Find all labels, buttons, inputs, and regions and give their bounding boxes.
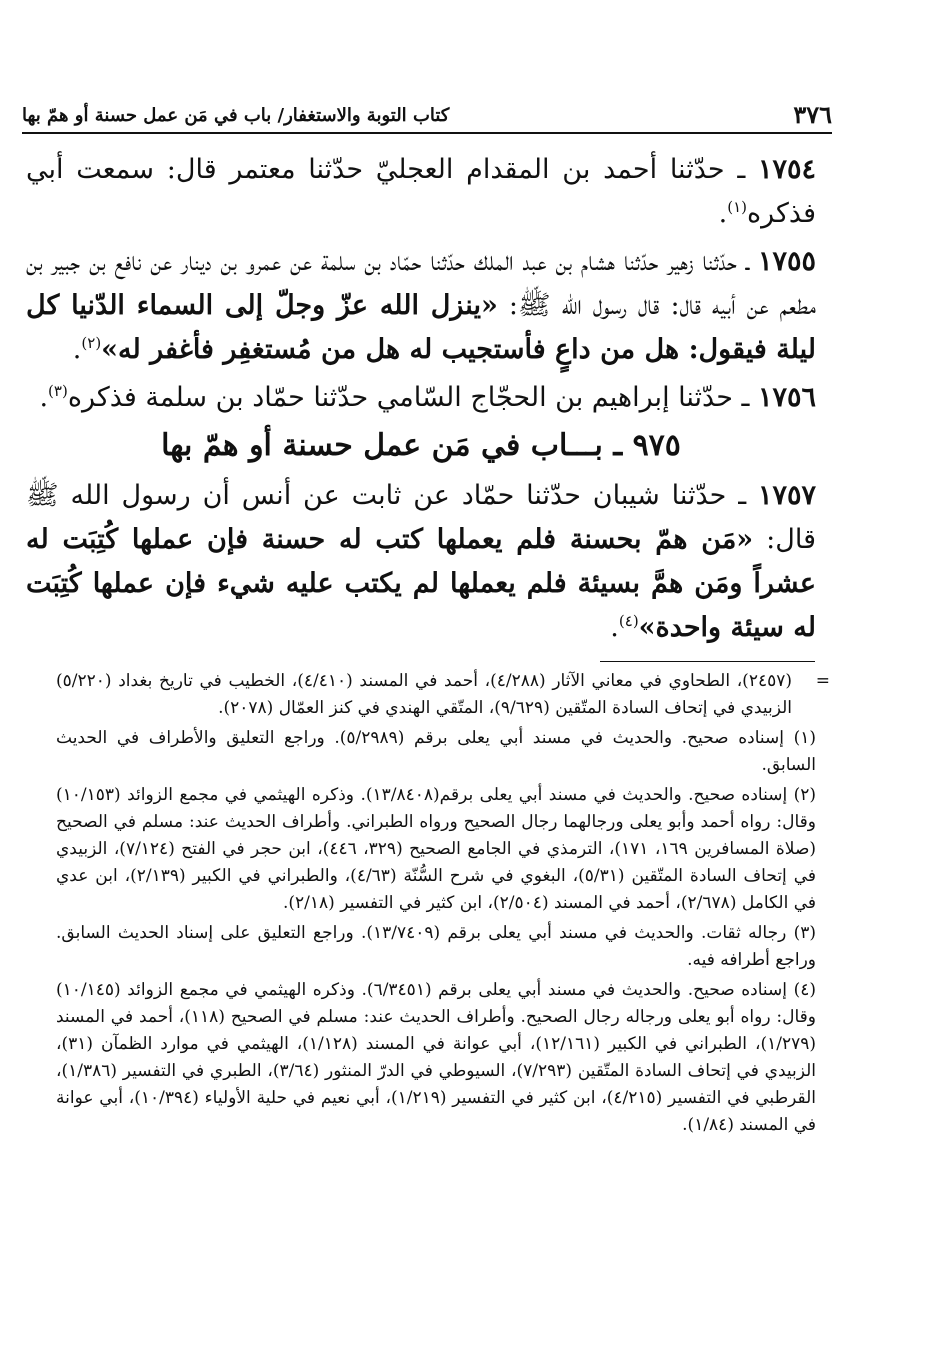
full-stop: . — [72, 334, 82, 365]
continuation-mark: = — [815, 671, 830, 691]
hadith-number: ١٧٥٦ — [757, 382, 816, 413]
footnote-4: (٤) إسناده صحيح. والحديث في مسند أبي يعلى برقم (٦/٣٤٥١). وذكره الهيثمي في مجمع الزوائد (١٠/١٤٥) وقال: رواه أبو يعلى ورجاله رجال الصحيح. وأطراف الحديث عند: مسلم في الصحيح (١١٨)، أحمد في المسند (١/٢٧٩)، الطبراني في الكبير (١٢/١٦١)، أبي عوانة في المسند (١/١٢٨)، الهيثمي في موارد الظمآن (٣١)، الزبيدي في إتحاف السادة المتّقين (٧/٢٩٣)، السيوطي في الدرّ المنثور (٣/٦٤)، الطبري في التفسير (١/٣٨٦)، القرطبي في التفسير (٤/٢١٥)، ابن كثير في التفسير (١/٢١٩)، أبي نعيم في حلية الأولياء (١٠/٣٩٤)، أبي عوانة في المسند (١/٨٤). — [56, 980, 817, 1135]
running-title: كتاب التوبة والاستغفار/ باب في مَن عمل حسنة أو همّ بها — [22, 105, 450, 126]
hadith-quote: «ينزل الله عزّ وجلّ إلى السماء الدّنيا كل ليلة فيقول: هل من داعٍ فأستجيب له هل من مُستغفِر فأغفر له» — [26, 290, 816, 365]
hadith-1755 — [26, 240, 816, 372]
full-stop: . — [39, 382, 49, 413]
footnotes — [56, 668, 830, 1142]
footnote-ref: (٤) — [618, 612, 639, 630]
hadith-1754 — [26, 148, 816, 236]
hadith-text: ـ حدّثنا إبراهيم بن الحجّاج السّامي حدّثنا حمّاد بن سلمة فذكره — [67, 382, 758, 413]
full-stop: . — [610, 612, 619, 643]
footnote-ref: (٣) — [48, 382, 68, 400]
footnote-2: (٢) إسناده صحيح. والحديث في مسند أبي يعلى برقم(١٣/٨٤٠٨). وذكره الهيثمي في مجمع الزوائد (١٠/١٥٣) وقال: رواه أحمد وأبو يعلى ورجالهما رجال الصحيح ورواه الطبراني. وأطراف الحديث عند: مسلم في الصحيح (صلاة المسافرين ١٦٩، ١٧١)، الترمذي في الجامع الصحيح (٣٢٩، ٤٤٦)، ابن حجر في الفتح (٧/١٢٤)، الزبيدي في إتحاف السادة المتّقين (٥/٣١)، البغوي في شرح السُّنّة (٤/٦٣)، والطبراني في الكبير (٢/١٣٩)، ابن عدي في الكامل (٢/٦٧٨)، أحمد في المسند (٢/٥٠٤)، ابن كثير في التفسير (٢/١٨). — [56, 785, 817, 913]
footnote-3: (٣) رجاله ثقات. والحديث في مسند أبي يعلى برقم (١٣/٧٤٠٩). وراجع التعليق على إسناد الحديث السابق. وراجع أطرافه فيه. — [56, 923, 816, 970]
footnote-ref: (١) — [727, 198, 748, 216]
footnote-continuation-text: (٢٤٥٧)، الطحاوي في معاني الآثار (٤/٢٨٨)، أحمد في المسند (٤/٤١٠)، الخطيب في تاريخ بغداد (٥/٢٢٠) الزبيدي في إتحاف السادة المتّقين (٩/٦٢٩)، المتّقي الهندي في كنز العمّال (٢٠٧٨). — [56, 671, 792, 718]
hadith-number: ١٧٥٥ — [757, 246, 816, 277]
footnote-continuation — [56, 668, 830, 722]
hadith-number: ١٧٥٤ — [757, 154, 816, 185]
footnote-1: (١) إسناده صحيح. والحديث في مسند أبي يعلى برقم (٥/٢٩٨٩). وراجع التعليق والأطراف في الحديث السابق. — [56, 728, 816, 775]
page-header — [22, 92, 832, 134]
hadith-quote: «مَن همّ بحسنة فلم يعملها كتب له حسنة فإن عملها كُتِبَت له عشراً ومَن همَّ بسيئة فلم يعملها لم يكتب عليه شيء فإن عملها كُتِبَت له سيئة واحدة» — [26, 524, 816, 643]
main-text — [26, 148, 816, 654]
footnote-separator — [600, 661, 815, 662]
full-stop: . — [718, 198, 728, 229]
footnote-ref: (٢) — [81, 334, 102, 352]
hadith-1757 — [26, 474, 816, 650]
hadith-text: ـ حدّثنا زهير حدّثنا هشام بن عبد الملك حدّثنا حمّاد بن سلمة عن عمرو بن دينار عن نافع بن جبير بن مطعم عن أبيه قال: قال رسول الله ﷺ: — [26, 246, 816, 321]
hadith-1756 — [26, 376, 816, 420]
hadith-text: ـ حدّثنا شيبان حدّثنا حمّاد عن ثابت عن أنس أن رسول الله ﷺ قال: — [26, 480, 816, 555]
chapter-heading: ٩٧٥ ـ بـــاب في مَن عمل حسنة أو همّ بها — [161, 428, 681, 463]
page-number: ٣٧٦ — [793, 100, 832, 129]
hadith-number: ١٧٥٧ — [757, 480, 816, 511]
hadith-text: ـ حدّثنا أحمد بن المقدام العجليّ حدّثنا معتمر قال: سمعت أبي فذكره — [26, 154, 816, 229]
